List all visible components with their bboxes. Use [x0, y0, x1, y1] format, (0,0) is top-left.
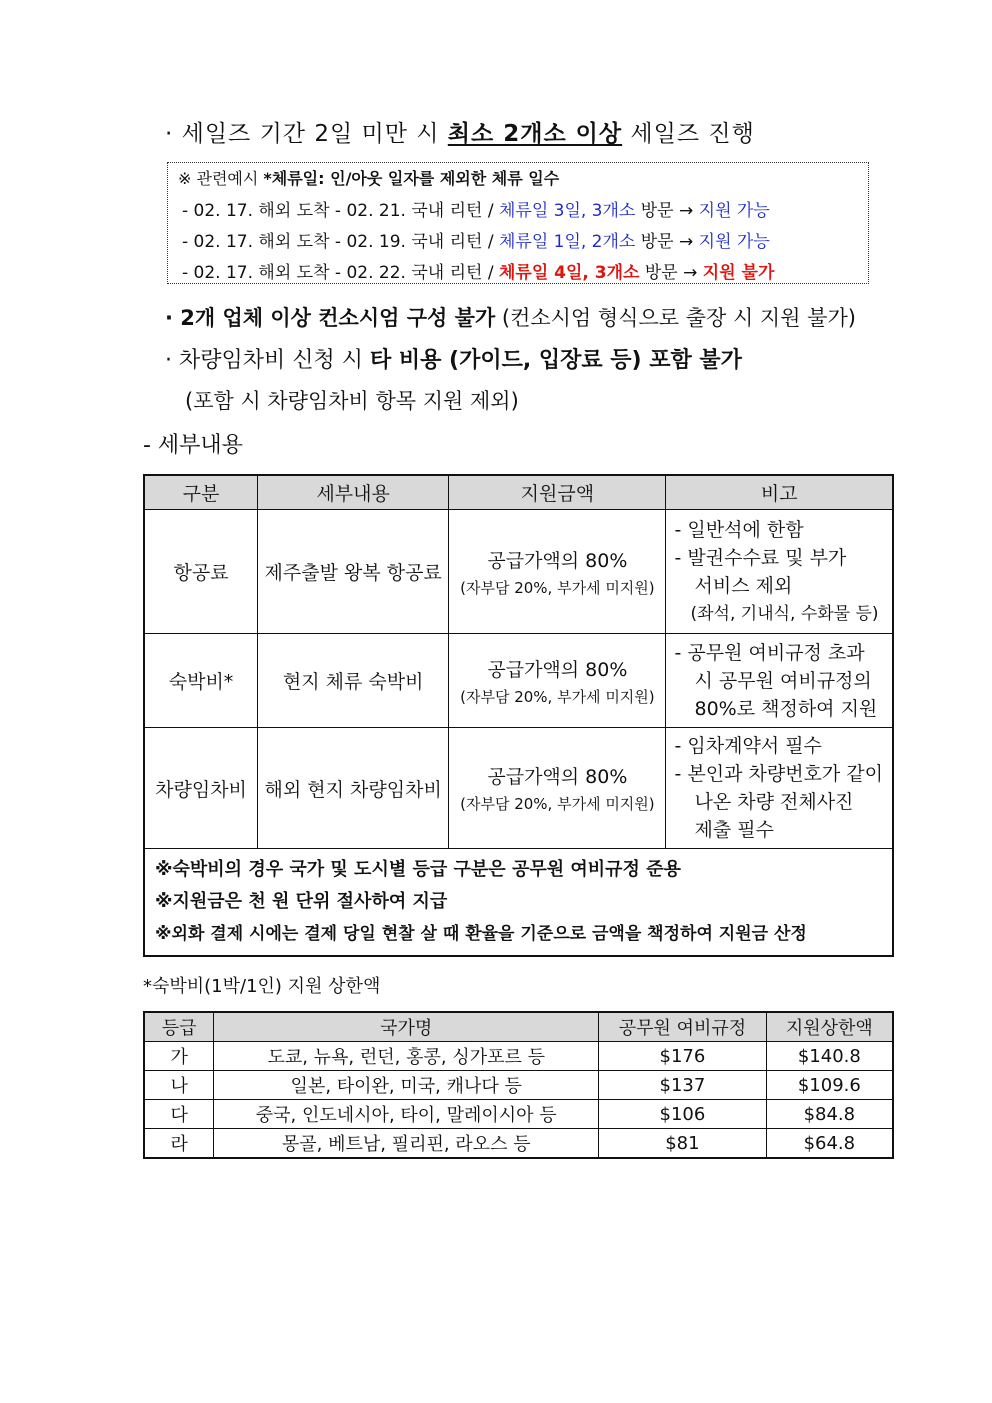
example-dates: - 02. 17. 해외 도착 - 02. 19. 국내 리턴 /: [182, 232, 499, 252]
note-line: ※외화 결제 시에는 결제 당일 현찰 살 때 환율을 기준으로 금액을 책정하여 지원금 산정: [155, 924, 807, 944]
bullet-text: (컨소시엄 형식으로 출장 시 지원 불가): [501, 306, 856, 330]
cell-amount: [449, 634, 666, 728]
lodging-table: [143, 1011, 894, 1159]
remark-line: 80%로 책정하여 지원: [694, 697, 878, 720]
remark-line: - 공무원 여비규정 초과: [674, 641, 865, 664]
table-row: [144, 1100, 893, 1129]
example-visit: 방문 →: [635, 232, 699, 252]
header-amount: 지원금액: [449, 475, 666, 510]
example-row: [182, 227, 770, 252]
amount-main: 공급가액의 80%: [487, 766, 628, 788]
example-dates: - 02. 17. 해외 도착 - 02. 21. 국내 리턴 /: [182, 201, 499, 221]
table-header-row: [144, 475, 893, 510]
example-stay: 체류일 3일, 3개소: [498, 201, 636, 221]
cell-countries: 몽골, 베트남, 필리핀, 라오스 등: [214, 1129, 599, 1159]
amount-sub: (자부담 20%, 부가세 미지원): [460, 795, 655, 813]
example-result: 지원 불가: [702, 263, 775, 283]
bullet-consortium: [165, 302, 856, 332]
section-title: - 세부내용: [143, 433, 243, 458]
cell-description: 해외 현지 차량임차비: [258, 728, 449, 849]
table-header-row: [144, 1012, 893, 1042]
amount-sub: (자부담 20%, 부가세 미지원): [460, 687, 655, 706]
remark-line: 시 공무원 여비규정의: [694, 669, 872, 692]
cell-countries: 중국, 인도네시아, 타이, 말레이시아 등: [214, 1100, 599, 1129]
remark-line: (좌석, 기내식, 수화물 등): [690, 603, 879, 624]
example-result: 지원 가능: [698, 232, 770, 252]
example-stay: 체류일 1일, 2개소: [498, 232, 636, 252]
note-line: ※숙박비의 경우 국가 및 도시별 등급 구분은 공무원 여비규정 준용: [155, 859, 681, 880]
table-row: [144, 1071, 893, 1100]
cell-countries: 도쿄, 뉴욕, 런던, 홍콩, 싱가포르 등: [214, 1042, 599, 1071]
cell-limit: $84.8: [766, 1100, 893, 1129]
header-category: 구분: [144, 475, 258, 510]
remark-line: - 임차계약서 필수: [674, 735, 822, 757]
bullet-vehicle: [165, 343, 742, 374]
amount-main: 공급가액의 80%: [487, 658, 628, 681]
cell-category: 항공료: [144, 510, 258, 634]
note-line: ※지원금은 천 원 단위 절사하여 지급: [155, 891, 448, 912]
bullet-min-sales-sites: [165, 115, 755, 148]
bullet-emphasis: 최소 2개소 이상: [447, 121, 623, 147]
table-row: [144, 728, 893, 849]
table-row: [144, 1042, 893, 1071]
example-dates: - 02. 17. 해외 도착 - 02. 22. 국내 리턴 /: [182, 263, 499, 283]
example-row: [182, 196, 770, 221]
cell-limit: $140.8: [766, 1042, 893, 1071]
example-visit: 방문 →: [639, 263, 703, 283]
cell-amount: [449, 728, 666, 849]
cell-countries: 일본, 타이완, 미국, 캐나다 등: [214, 1071, 599, 1100]
example-row: [182, 258, 774, 283]
bullet-text: · 세일즈 기간 2일 미만 시: [165, 121, 448, 147]
header-countries: 국가명: [214, 1012, 599, 1042]
amount-main: 공급가액의 80%: [487, 549, 628, 572]
bullet-emphasis: 타 비용 (가이드, 입장료 등) 포함 불가: [369, 348, 742, 373]
notes-cell: [144, 849, 893, 957]
example-visit: 방문 →: [635, 201, 699, 221]
example-label: ※ 관련예시: [178, 169, 264, 188]
detail-table: [143, 474, 894, 957]
table-row: [144, 1129, 893, 1159]
amount-sub: (자부담 20%, 부가세 미지원): [460, 578, 655, 597]
cell-category: 숙박비*: [144, 634, 258, 728]
cell-rule: $81: [599, 1129, 767, 1159]
table-row: [144, 634, 893, 728]
remark-line: - 일반석에 한함: [674, 518, 804, 541]
cell-amount: [449, 510, 666, 634]
example-header: [178, 166, 559, 189]
cell-grade: 가: [144, 1042, 214, 1071]
notes-row: [144, 849, 893, 957]
header-rule: 공무원 여비규정: [599, 1012, 767, 1042]
cell-rule: $106: [599, 1100, 767, 1129]
bullet-vehicle-sub: (포함 시 차량임차비 항목 지원 제외): [185, 389, 519, 413]
example-stay: 체류일 4일, 3개소: [498, 263, 640, 283]
cell-limit: $109.6: [766, 1071, 893, 1100]
remark-line: 서비스 제외: [694, 574, 793, 597]
cell-rule: $176: [599, 1042, 767, 1071]
cell-remarks: [666, 634, 893, 728]
bullet-emphasis: · 2개 업체 이상 컨소시엄 구성 불가: [165, 306, 496, 330]
bullet-text: 세일즈 진행: [622, 121, 755, 147]
cell-grade: 라: [144, 1129, 214, 1159]
cell-category: 차량임차비: [144, 728, 258, 849]
example-definition: *체류일: 인/아웃 일자를 제외한 체류 일수: [263, 169, 560, 188]
cell-grade: 다: [144, 1100, 214, 1129]
remark-line: 제출 필수: [694, 819, 774, 841]
cell-remarks: [666, 510, 893, 634]
header-remarks: 비고: [666, 475, 893, 510]
remark-line: 나온 차량 전체사진: [694, 791, 854, 813]
cell-limit: $64.8: [766, 1129, 893, 1159]
table-row: [144, 510, 893, 634]
cell-description: 현지 체류 숙박비: [258, 634, 449, 728]
header-grade: 등급: [144, 1012, 214, 1042]
header-limit: 지원상한액: [766, 1012, 893, 1042]
example-result: 지원 가능: [698, 201, 770, 221]
lodging-caption: *숙박비(1박/1인) 지원 상한액: [143, 976, 381, 997]
cell-description: 제주출발 왕복 항공료: [258, 510, 449, 634]
header-description: 세부내용: [258, 475, 449, 510]
remark-line: - 발권수수료 및 부가: [674, 546, 847, 569]
example-box: [167, 162, 869, 284]
bullet-text: · 차량임차비 신청 시: [165, 348, 370, 373]
cell-rule: $137: [599, 1071, 767, 1100]
cell-grade: 나: [144, 1071, 214, 1100]
remark-line: - 본인과 차량번호가 같이: [674, 763, 883, 785]
cell-remarks: [666, 728, 893, 849]
